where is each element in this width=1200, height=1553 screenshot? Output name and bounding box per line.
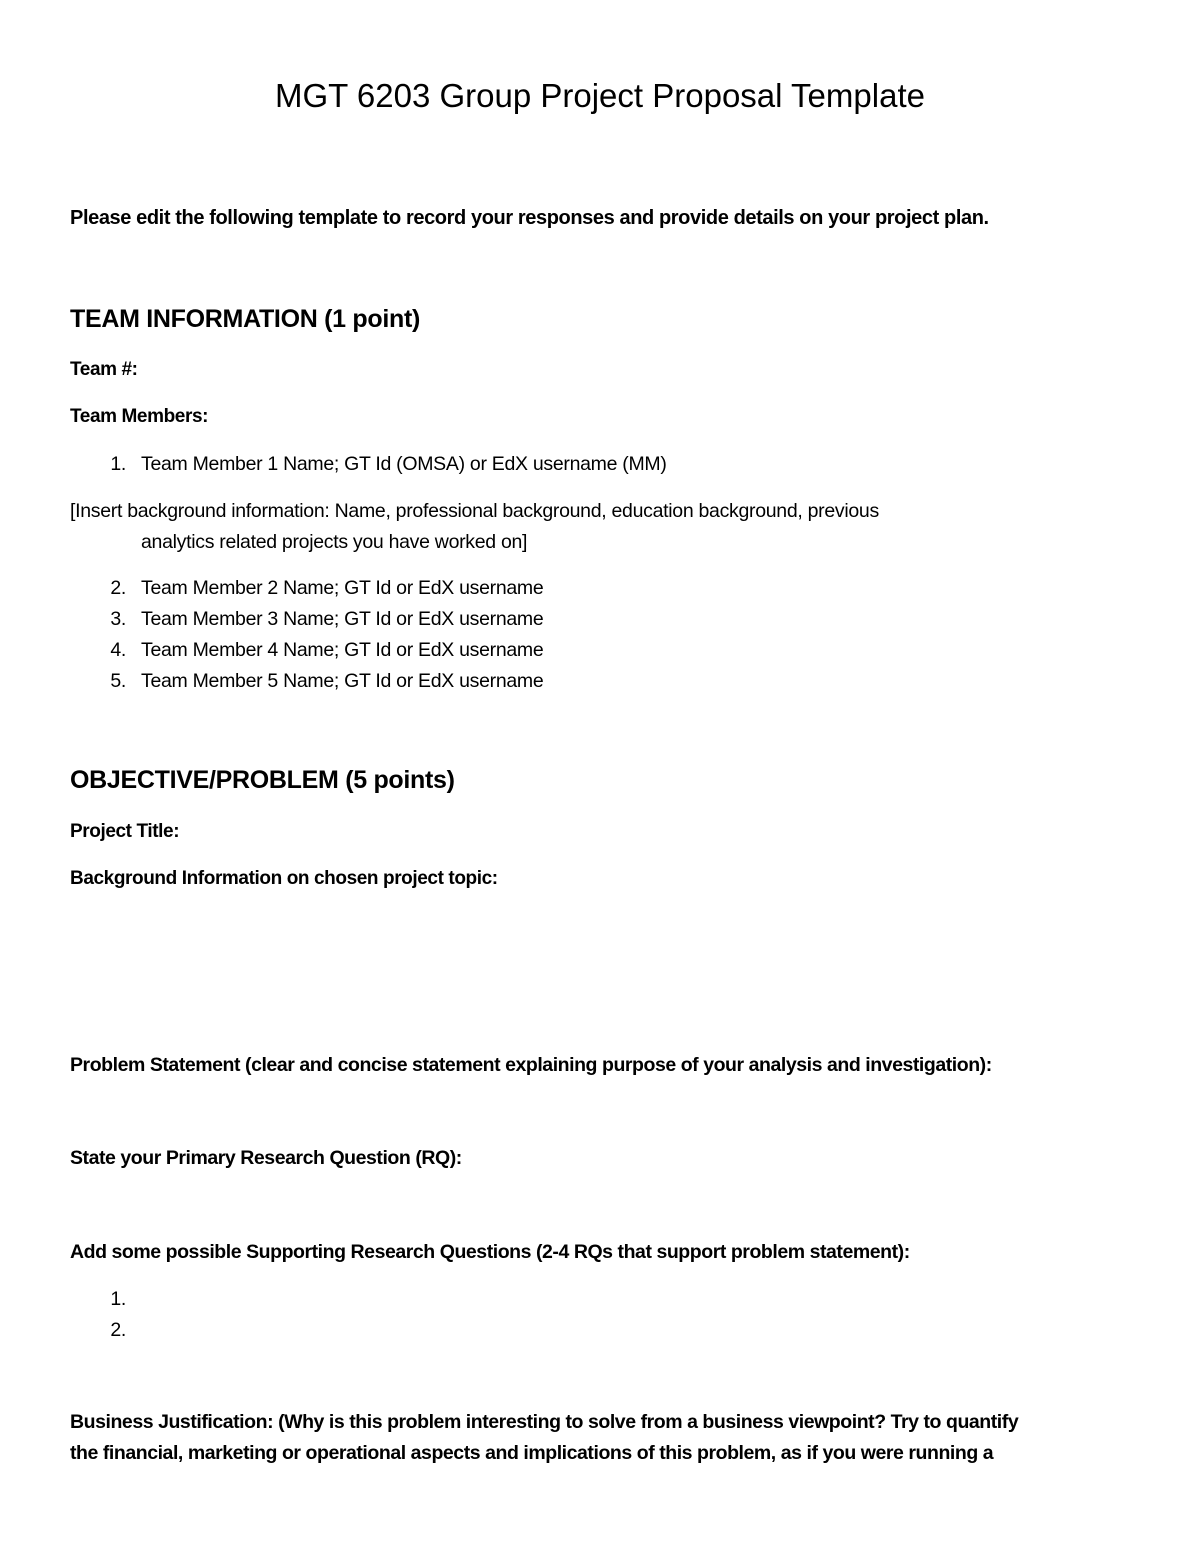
team-member-item: Team Member 3 Name; GT Id or EdX username [141,608,544,630]
team-members-label: Team Members: [70,406,209,427]
intro-instructions: Please edit the following template to record your responses and provide details on your project plan. [70,207,989,229]
team-member-item: Team Member 1 Name; GT Id (OMSA) or EdX username (MM) [141,453,667,475]
problem-statement-label: Problem Statement (clear and concise statement explaining purpose of your analysis and investigation): [70,1054,992,1076]
team-member-item: Team Member 4 Name; GT Id or EdX username [141,639,544,661]
document-title: MGT 6203 Group Project Proposal Template [275,77,925,114]
team-information-heading: TEAM INFORMATION (1 point) [70,305,421,333]
list-number: 1. [110,1288,126,1310]
supporting-rq-label: Add some possible Supporting Research Questions (2-4 RQs that support problem statement): [70,1241,910,1263]
list-number: 1. [110,453,126,475]
project-title-label: Project Title: [70,821,180,842]
list-number: 2. [110,577,126,599]
background-placeholder-line1: [Insert background information: Name, professional background, education background, previous [70,500,879,522]
list-number: 5. [110,670,126,692]
team-number-label: Team #: [70,359,138,380]
objective-problem-heading: OBJECTIVE/PROBLEM (5 points) [70,766,455,794]
primary-rq-label: State your Primary Research Question (RQ): [70,1147,462,1169]
background-info-label: Background Information on chosen project topic: [70,868,498,889]
team-member-item: Team Member 2 Name; GT Id or EdX username [141,577,544,599]
team-member-item: Team Member 5 Name; GT Id or EdX username [141,670,544,692]
list-number: 4. [110,639,126,661]
list-number: 3. [110,608,126,630]
list-number: 2. [110,1319,126,1341]
business-justification-line2: the financial, marketing or operational aspects and implications of this problem, as if you were running a [70,1442,994,1464]
background-placeholder-line2: analytics related projects you have worked on] [141,531,528,553]
business-justification-line1: Business Justification: (Why is this problem interesting to solve from a business viewpoint? Try to quantify [70,1411,1019,1433]
